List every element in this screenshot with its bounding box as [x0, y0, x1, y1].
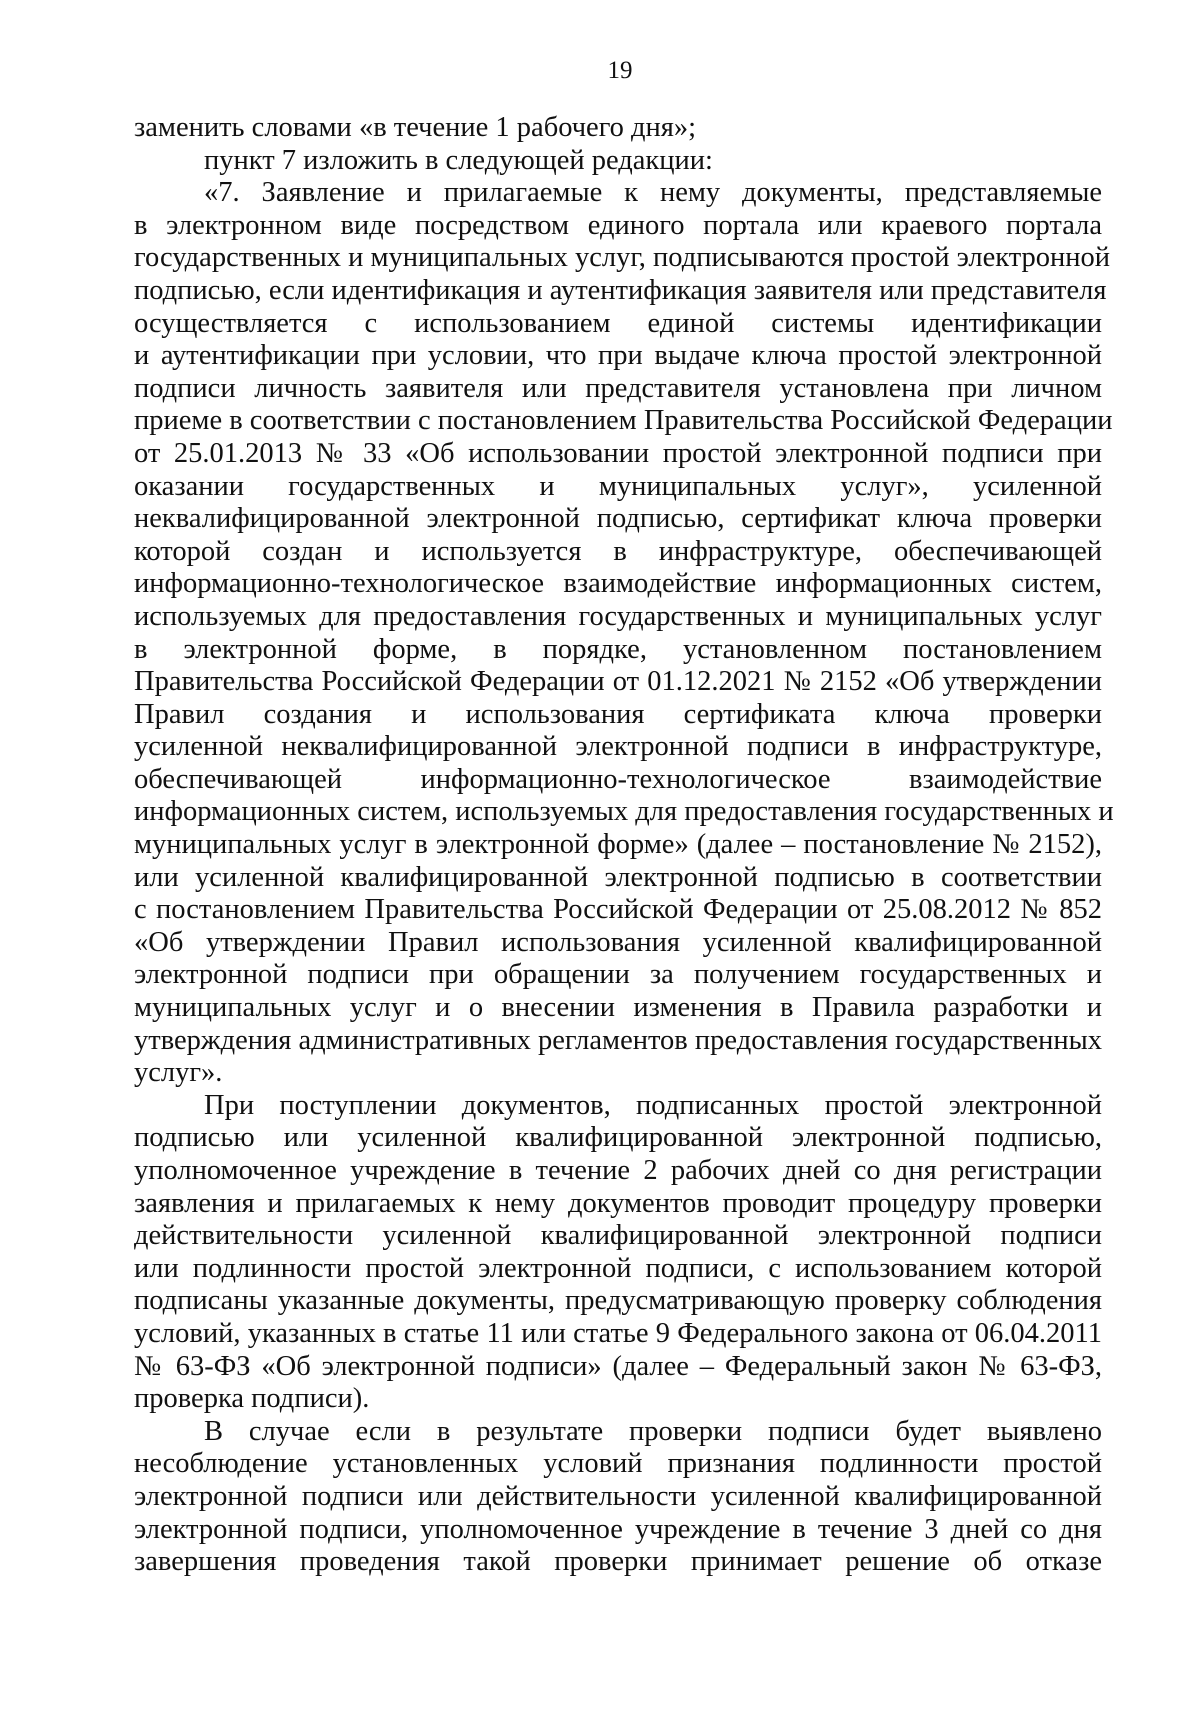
text-line: информационно-технологическое взаимодействие информационных систем, — [134, 568, 1102, 600]
text-line: Правил создания и использования сертификата ключа проверки — [134, 698, 1102, 730]
text-line: оказании государственных и муниципальных услуг», усиленной — [134, 470, 1102, 502]
text-line: приеме в соответствии с постановлением Правительства Российской Федерации — [134, 405, 1113, 437]
text-line: подписью, если идентификация и аутентификация заявителя или представителя — [134, 274, 1107, 306]
text-line: заменить словами «в течение 1 рабочего дня»; — [134, 112, 697, 143]
text-line: муниципальных услуг и о внесении изменения в Правила разработки и — [134, 992, 1102, 1024]
text-line: обеспечивающей информационно-технологическое взаимодействие — [134, 763, 1102, 795]
text-line: завершения проведения такой проверки принимает решение об отказе — [134, 1546, 1102, 1578]
text-line: В случае если в результате проверки подписи будет выявлено — [204, 1415, 1102, 1447]
text-line: утверждения административных регламентов предоставления государственных — [134, 1024, 1102, 1056]
text-line: осуществляется с использованием единой системы идентификации — [134, 307, 1102, 339]
text-line: подписаны указанные документы, предусматривающую проверку соблюдения — [134, 1285, 1102, 1317]
text-line: используемых для предоставления государственных и муниципальных услуг — [134, 600, 1102, 632]
text-line: несоблюдение установленных условий признания подлинности простой — [134, 1448, 1102, 1480]
text-line: информационных систем, используемых для предоставления государственных и — [134, 796, 1114, 828]
text-line: муниципальных услуг в электронной форме» (далее – постановление № 2152), — [134, 829, 1102, 861]
document-body — [134, 112, 1114, 1579]
text-line: или усиленной квалифицированной электронной подписью в соответствии — [134, 861, 1102, 893]
text-line: усиленной неквалифицированной электронной подписи в инфраструктуре, — [134, 731, 1102, 763]
text-line: При поступлении документов, подписанных простой электронной — [204, 1089, 1102, 1121]
text-line: проверка подписи). — [134, 1383, 370, 1415]
text-line: № 63-ФЗ «Об электронной подписи» (далее – Федеральный закон № 63-ФЗ, — [134, 1350, 1102, 1382]
text-line: неквалифицированной электронной подписью, сертификат ключа проверки — [134, 503, 1102, 535]
text-line: «7. Заявление и прилагаемые к нему документы, представляемые — [204, 177, 1102, 209]
text-line: уполномоченное учреждение в течение 2 рабочих дней со дня регистрации — [134, 1155, 1102, 1186]
text-line: электронной подписи при обращении за получением государственных и — [134, 959, 1102, 991]
text-line: подписью или усиленной квалифицированной электронной подписью, — [134, 1122, 1102, 1154]
text-line: «Об утверждении Правил использования усиленной квалифицированной — [134, 926, 1102, 958]
text-line: с постановлением Правительства Российской Федерации от 25.08.2012 № 852 — [134, 894, 1102, 926]
text-line: Правительства Российской Федерации от 01.12.2021 № 2152 «Об утверждении — [134, 666, 1102, 698]
text-line: электронной подписи, уполномоченное учреждение в течение 3 дней со дня — [134, 1513, 1102, 1545]
text-line: государственных и муниципальных услуг, подписываются простой электронной — [134, 242, 1111, 274]
text-line: в электронной форме, в порядке, установленном постановлением — [134, 633, 1102, 665]
text-line: действительности усиленной квалифицированной электронной подписи — [134, 1220, 1102, 1252]
text-line: от 25.01.2013 № 33 «Об использовании простой электронной подписи при — [134, 437, 1102, 469]
text-line: услуг». — [134, 1057, 223, 1089]
text-line: и аутентификации при условии, что при выдаче ключа простой электронной — [134, 340, 1102, 372]
text-line: электронной подписи или действительности усиленной квалифицированной — [134, 1480, 1102, 1512]
text-line: или подлинности простой электронной подписи, с использованием которой — [134, 1252, 1102, 1284]
text-line: подписи личность заявителя или представителя установлена при личном — [134, 372, 1102, 404]
page-number: 19 — [607, 57, 633, 84]
text-line: условий, указанных в статье 11 или статье 9 Федерального закона от 06.04.2011 — [134, 1317, 1102, 1349]
text-line: пункт 7 изложить в следующей редакции: — [204, 144, 713, 176]
text-line: которой создан и используется в инфраструктуре, обеспечивающей — [134, 535, 1102, 567]
text-line: заявления и прилагаемых к нему документов проводит процедуру проверки — [134, 1187, 1102, 1219]
text-line: в электронном виде посредством единого портала или краевого портала — [134, 209, 1102, 241]
